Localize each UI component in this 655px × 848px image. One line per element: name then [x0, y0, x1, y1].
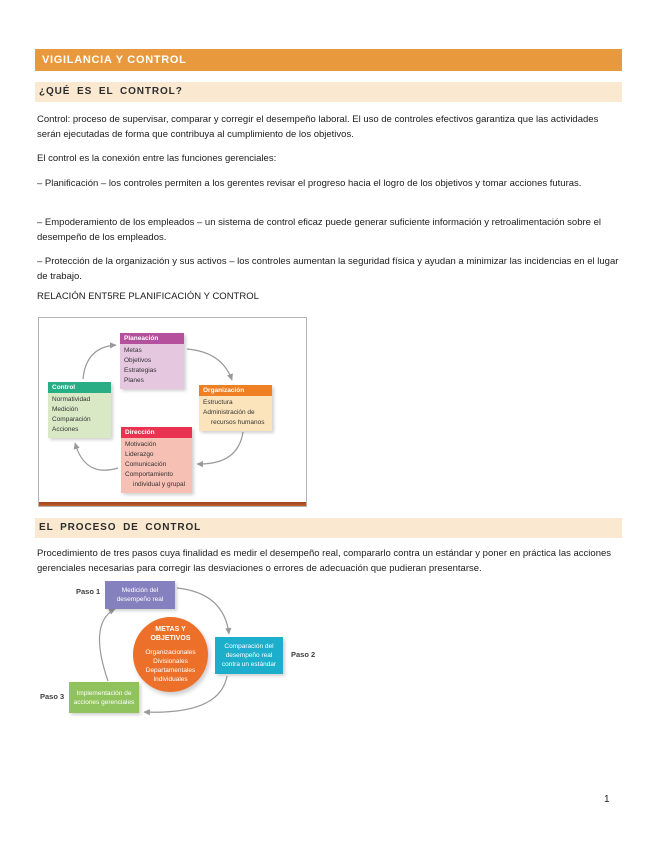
control-box	[48, 382, 111, 438]
arrow-control-to-planeacion	[83, 345, 116, 379]
direccion-box-title: Dirección	[121, 427, 192, 438]
bullet-planificacion: – Planificación – los controles permiten a los gerentes revisar el progreso hacia el logro de los objetivos y tomar acciones futuras.	[37, 178, 582, 189]
arrow-direccion-to-control	[75, 443, 118, 470]
paragraph-control-definition: Control: proceso de supervisar, comparar y corregir el desempeño laboral. El uso de controles efectivos garantiza que las actividades serán ejecutadas de forma que contribuya al cumplimiento de los objetivos.	[37, 114, 599, 140]
list-item: Medición	[52, 406, 79, 413]
organizacion-box-items	[199, 396, 272, 431]
list-item: Comparación	[52, 416, 91, 423]
list-item: Normatividad	[52, 396, 91, 403]
organizacion-box-title: Organización	[199, 385, 272, 396]
planeacion-box	[120, 333, 184, 389]
planeacion-box-title: Planeación	[120, 333, 184, 344]
list-item: Comunicación	[125, 461, 167, 468]
direccion-box-items	[121, 438, 192, 493]
paso1-label: Paso 1	[76, 587, 101, 596]
circle-title: METAS Y OBJETIVOS	[150, 626, 191, 642]
paragraph-control-connection: El control es la conexión entre las funciones gerenciales:	[37, 153, 277, 164]
section-heading-que-es-el-control: ¿QUÉ ES EL CONTROL?	[35, 82, 622, 102]
organizacion-box	[199, 385, 272, 431]
paso3-box: Implementación de acciones gerenciales	[69, 682, 139, 713]
list-item: Metas	[124, 347, 142, 354]
paso2-label: Paso 2	[291, 650, 316, 659]
list-item: Acciones	[52, 426, 79, 433]
control-box-items	[48, 393, 111, 438]
diagram1-caption: RELACIÓN ENT5RE PLANIFICACIÓN Y CONTROL	[37, 291, 259, 302]
circle-item: Organizacionales	[145, 649, 196, 656]
circle-item: Individuales	[153, 676, 188, 683]
arrow-paso3-to-paso1	[99, 609, 115, 681]
list-item: Motivación	[125, 441, 157, 448]
section-heading-proceso-de-control: EL PROCESO DE CONTROL	[35, 518, 622, 538]
circle-item: Departamentales	[145, 667, 196, 674]
list-item: Estrategias	[124, 367, 157, 374]
paso2-box: Comparación del desempeño real contra un estándar	[215, 637, 283, 674]
paragraph-proceso-definition: Procedimiento de tres pasos cuya finalidad es medir el desempeño real, compararlo contra un estándar y poner en práctica las acciones gerenciales necesarias para corregir las desviaciones o errores de adecuación que pudieran presentarse.	[37, 548, 612, 574]
list-item: Liderazgo	[125, 451, 154, 458]
diagram-frame-rule	[39, 502, 306, 506]
bullet-proteccion: – Protección de la organización y sus activos – los controles aumentan la seguridad física y ayudan a minimizar las incidencias en el lugar de trabajo.	[37, 256, 619, 282]
document-title-bar: VIGILANCIA Y CONTROL	[35, 49, 622, 71]
paso1-box: Medición del desempeño real	[105, 581, 175, 609]
list-item: Objetivos	[124, 357, 152, 364]
management-cycle-diagram	[38, 317, 307, 507]
list-item: Comportamiento individual y grupal	[125, 471, 186, 488]
paso3-label: Paso 3	[40, 692, 65, 701]
planeacion-box-items	[120, 344, 184, 389]
page-number: 1	[604, 794, 610, 805]
list-item: Estructura	[203, 399, 233, 406]
control-box-title: Control	[48, 382, 111, 393]
list-item: Administración de recursos humanos	[203, 409, 265, 426]
list-item: Planes	[124, 377, 144, 384]
metas-objetivos-circle	[133, 617, 208, 692]
arrow-planeacion-to-organizacion	[187, 349, 232, 380]
circle-item: Divisionales	[153, 658, 188, 665]
direccion-box	[121, 427, 192, 493]
bullet-empoderamiento: – Empoderamiento de los empleados – un sistema de control eficaz puede generar suficiente información y retroalimentación sobre el desempeño de los empleados.	[37, 217, 601, 243]
arrow-organizacion-to-direccion	[197, 432, 243, 464]
